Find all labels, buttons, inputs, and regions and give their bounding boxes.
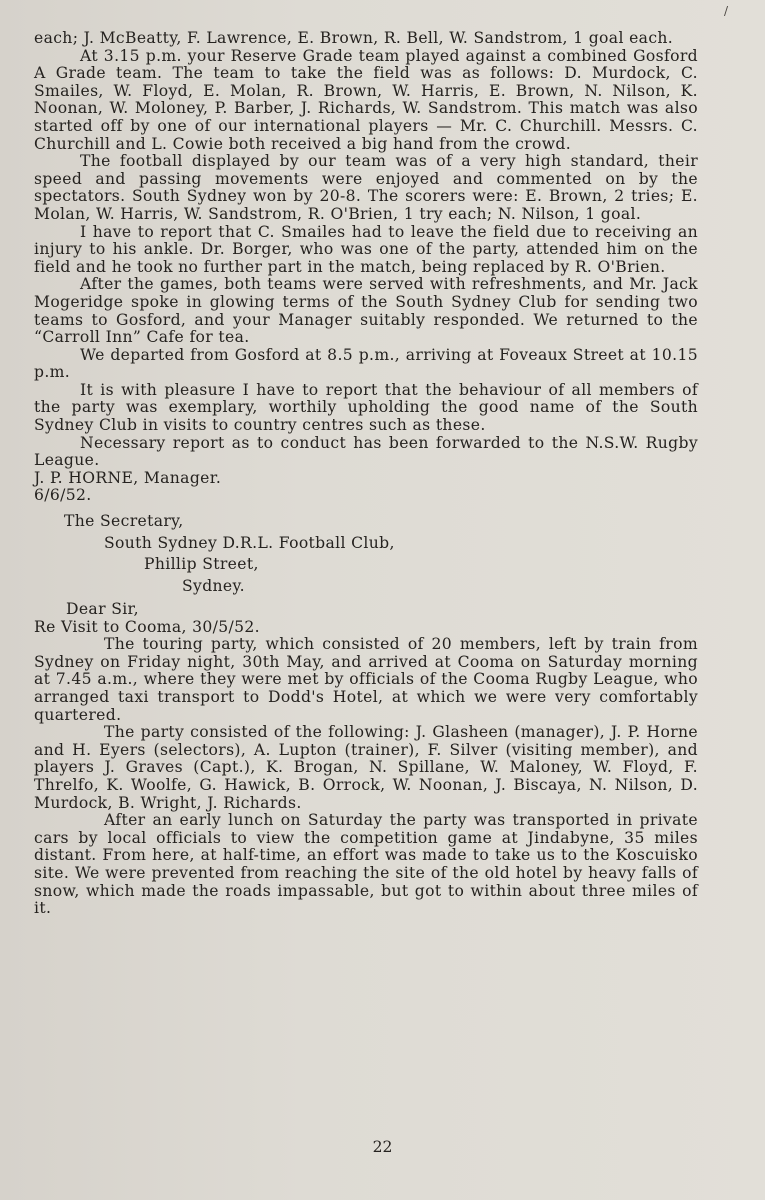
- paragraph-reserve-grade: At 3.15 p.m. your Reserve Grade team played against a combined Gosford A Grade team. The team to take the field was as follows: D. Murdock, C. Smailes, W. Floyd, E. Molan, R. Brown, W. Harris, E. Brown, N. Nilson, K. Noonan, W. Moloney, P. Barber, J. Richards, W. Sandstrom. This match was also started off by one of our international players — Mr. C. Churchill. Messrs. C. Churchill and L. Cowie both received a big hand from the crowd.: [34, 46, 698, 153]
- page-number: 22: [372, 1138, 393, 1156]
- paragraph-refreshments: After the games, both teams were served with refreshments, and Mr. Jack Mogeridge spoke in glowing terms of the South Sydney Club for sending two teams to Gosford, and your Manager suitably responded. We returned to the “Carroll Inn” Cafe for tea.: [34, 275, 698, 347]
- address-line: The Secretary,: [64, 512, 184, 531]
- paragraph-touring-party: The touring party, which consisted of 20 members, left by train from Sydney on Friday night, 30th May, and arrived at Cooma on Saturday morning at 7.45 a.m., where they were met by officials of the Cooma Rugby League, who arranged taxi transport to Dodd's Hotel, at which we were very comfortably quartered.: [34, 635, 698, 724]
- address-line: Phillip Street,: [144, 555, 259, 574]
- manager-signature: J. P. HORNE, Manager.: [34, 468, 222, 487]
- paragraph-continuation: each; J. McBeatty, F. Lawrence, E. Brown, R. Bell, W. Sandstrom, 1 goal each.: [34, 29, 674, 47]
- paragraph-conduct-report: Necessary report as to conduct has been forwarded to the N.S.W. Rugby League.: [34, 433, 698, 470]
- address-line: South Sydney D.R.L. Football Club,: [104, 533, 395, 552]
- page-body: [34, 30, 698, 918]
- address-line: Sydney.: [182, 576, 245, 595]
- letter-subject: Re Visit to Cooma, 30/5/52.: [34, 617, 260, 636]
- salutation: Dear Sir,: [66, 600, 139, 619]
- paragraph-football-standard: The football displayed by our team was of a very high standard, their speed and passing movements were enjoyed and commented on by the spectators. South Sydney won by 20-8. The scorers were: E. Brown, 2 tries; E. Molan, W. Harris, W. Sandstrom, R. O'Brien, 1 try each; N. Nilson, 1 goal.: [34, 152, 698, 223]
- report-date: 6/6/52.: [34, 486, 92, 505]
- paragraph-behaviour: It is with pleasure I have to report that the behaviour of all members of the party was exemplary, worthily upholding the good name of the South Sydney Club in visits to country centres such as these.: [34, 380, 698, 435]
- paragraph-departure: We departed from Gosford at 8.5 p.m., arriving at Foveaux Street at 10.15 p.m.: [34, 345, 698, 382]
- paragraph-jindabyne: After an early lunch on Saturday the party was transported in private cars by local officials to view the competition game at Jindabyne, 35 miles distant. From here, at half-time, an effort was made to take us to the Koscuisko site. We were prevented from reaching the site of the old hotel by heavy falls of snow, which made the roads impassable, but got to within about three miles of it.: [34, 811, 698, 918]
- paragraph-injury: I have to report that C. Smailes had to leave the field due to receiving an injury to his ankle. Dr. Borger, who was one of the party, attended him on the field and he took no further part in the match, being replaced by R. O'Brien.: [34, 222, 698, 276]
- address-block: [34, 511, 698, 597]
- corner-mark: /: [724, 4, 729, 18]
- paragraph-party-members: The party consisted of the following: J. Glasheen (manager), J. P. Horne and H. Eyers (selectors), A. Lupton (trainer), F. Silver (visiting member), and players J. Graves (Capt.), K. Brogan, N. Spillane, W. Maloney, W. Floyd, F. Threlfo, K. Woolfe, G. Hawick, B. Orrock, W. Noonan, J. Biscaya, N. Nilson, D. Murdock, B. Wright, J. Richards.: [34, 723, 698, 812]
